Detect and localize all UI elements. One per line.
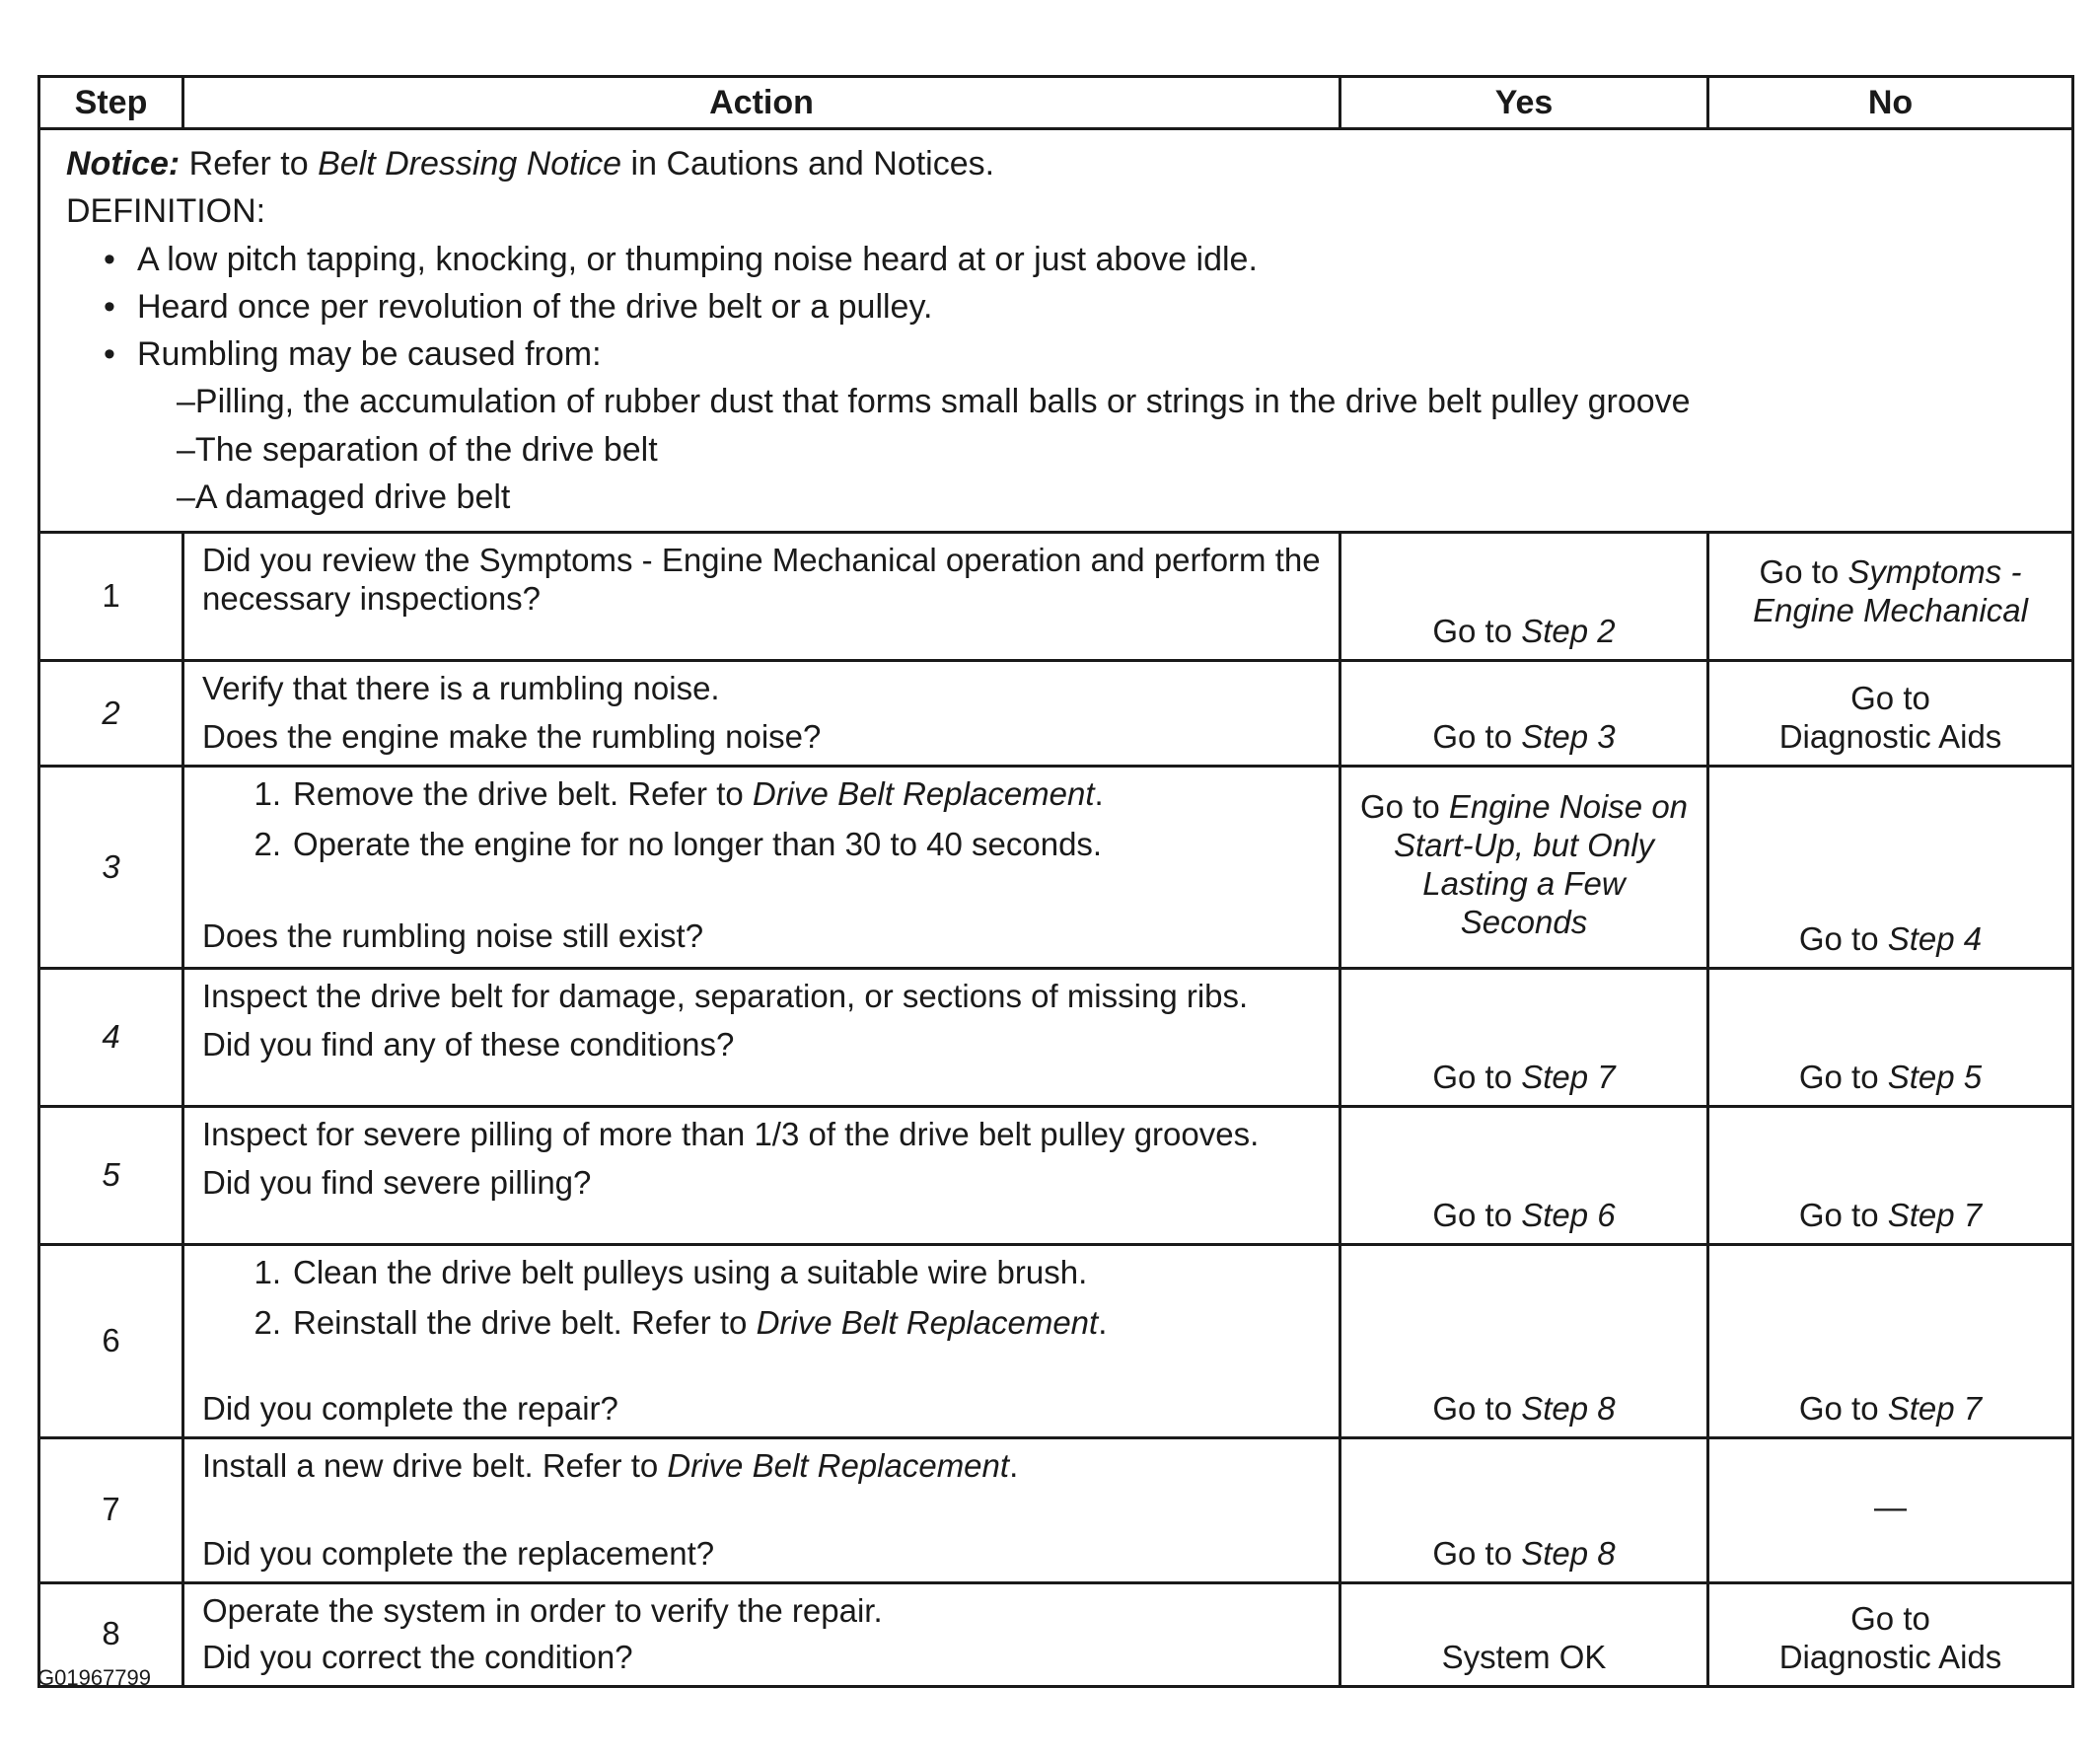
item-number: 2. xyxy=(253,1303,281,1341)
no-text: Go to xyxy=(1798,1197,1888,1234)
table-row xyxy=(39,1582,2073,1686)
header-action: Action xyxy=(183,77,1340,129)
no-ref: Step 7 xyxy=(1887,1197,1983,1234)
header-row xyxy=(39,77,2073,129)
action-cell xyxy=(183,767,1340,969)
no-ref: Step 4 xyxy=(1887,920,1983,958)
notice-line xyxy=(66,140,2052,187)
yes-text: Go to xyxy=(1432,718,1522,756)
definition-sub-bullet: – The separation of the drive belt xyxy=(66,426,2052,474)
no-ref-line2: Engine Mechanical xyxy=(1753,592,2028,629)
no-cell xyxy=(1708,1245,2073,1438)
action-question: Does the rumbling noise still exist? xyxy=(202,916,704,954)
definition-label: DEFINITION: xyxy=(66,192,266,231)
definition-sub-bullet: – Pilling, the accumulation of rubber dust that forms small balls or strings in the drive belt pulley groove xyxy=(66,378,2052,425)
no-text: Go to xyxy=(1759,553,1848,591)
action-text: Inspect the drive belt for damage, separation, or sections of missing ribs. xyxy=(202,978,1249,1014)
step-number: 7 xyxy=(39,1437,183,1582)
action-question: Did you find severe pilling? xyxy=(202,1163,592,1201)
no-text: Go to xyxy=(1798,1059,1888,1096)
table-row xyxy=(39,661,2073,767)
step-number: 3 xyxy=(39,767,183,969)
yes-ref: Step 8 xyxy=(1521,1389,1616,1427)
step-number: 2 xyxy=(39,661,183,767)
yes-text: Go to xyxy=(1432,1059,1522,1096)
action-steps xyxy=(202,775,1323,864)
no-ref: Step 5 xyxy=(1887,1059,1983,1096)
action-cell xyxy=(183,661,1340,767)
notice-cell xyxy=(39,129,2073,533)
no-text: Go to xyxy=(1850,680,1930,717)
yes-cell xyxy=(1340,533,1708,661)
yes-ref: Engine Noise on Start-Up, but Only Lasting a Few Seconds xyxy=(1393,788,1689,940)
action-question: Did you complete the repair? xyxy=(202,1389,618,1427)
definition-bullet: • Heard once per revolution of the drive belt or a pulley. xyxy=(66,283,2052,330)
item-text: Reinstall the drive belt. Refer to xyxy=(293,1303,757,1341)
action-step-item xyxy=(202,1304,1323,1343)
yes-cell xyxy=(1340,1582,1708,1686)
action-text: Operate the system in order to verify the repair. xyxy=(202,1591,883,1629)
item-text: Clean the drive belt pulleys using a suitable wire brush. xyxy=(293,1254,1088,1290)
action-cell xyxy=(183,1107,1340,1245)
action-text xyxy=(202,1447,1323,1486)
notice-text-end: in Cautions and Notices. xyxy=(621,145,995,183)
action-text-start: Install a new drive belt. Refer to xyxy=(202,1446,668,1484)
action-cell xyxy=(183,1437,1340,1582)
action-question: Did you complete the replacement? xyxy=(202,1534,715,1572)
notice-label: Notice: xyxy=(66,145,181,183)
table-row xyxy=(39,1107,2073,1245)
item-text-end: . xyxy=(1094,775,1104,812)
yes-ref: Step 8 xyxy=(1521,1534,1616,1572)
action-question: Did you correct the condition? xyxy=(202,1638,633,1675)
action-cell xyxy=(183,1582,1340,1686)
yes-ref: Step 7 xyxy=(1521,1059,1616,1096)
no-cell xyxy=(1708,533,2073,661)
notice-row xyxy=(39,129,2073,533)
definition-bullet: • A low pitch tapping, knocking, or thumping noise heard at or just above idle. xyxy=(66,236,2052,283)
action-steps xyxy=(202,1254,1323,1343)
yes-cell xyxy=(1340,1437,1708,1582)
diagnostic-table xyxy=(37,75,2074,1688)
no-cell xyxy=(1708,767,2073,969)
no-text: Go to xyxy=(1798,1389,1888,1427)
action-step-item xyxy=(202,1254,1323,1292)
step-number: 5 xyxy=(39,1107,183,1245)
item-ref: Drive Belt Replacement xyxy=(752,775,1095,812)
item-text: Operate the engine for no longer than 30 to 40 seconds. xyxy=(293,825,1103,862)
no-text: Go to xyxy=(1850,1599,1930,1637)
step-number: 1 xyxy=(39,533,183,661)
yes-ref: Step 3 xyxy=(1521,718,1616,756)
yes-text: Go to xyxy=(1432,1534,1522,1572)
action-step-item xyxy=(202,826,1323,864)
step-number: 6 xyxy=(39,1245,183,1438)
no-text-line2: Diagnostic Aids xyxy=(1778,1638,2002,1675)
action-question: Does the engine make the rumbling noise? xyxy=(202,718,822,756)
no-cell xyxy=(1708,661,2073,767)
yes-text: System OK xyxy=(1441,1638,1607,1675)
notice-ref: Belt Dressing Notice xyxy=(318,145,622,183)
header-no: No xyxy=(1708,77,2073,129)
yes-cell xyxy=(1340,661,1708,767)
yes-text: Go to xyxy=(1432,1197,1522,1234)
item-ref: Drive Belt Replacement xyxy=(756,1303,1099,1341)
action-cell xyxy=(183,969,1340,1107)
header-yes: Yes xyxy=(1340,77,1708,129)
action-text: Did you review the Symptoms - Engine Mechanical operation and perform the necessary inspections? xyxy=(202,542,1321,618)
no-text: Go to xyxy=(1798,920,1888,958)
table-row xyxy=(39,533,2073,661)
yes-ref: Step 6 xyxy=(1521,1197,1616,1234)
item-number: 2. xyxy=(253,825,281,862)
table-row xyxy=(39,1245,2073,1438)
header-step: Step xyxy=(39,77,183,129)
action-question: Did you find any of these conditions? xyxy=(202,1025,735,1063)
action-text-end: . xyxy=(1009,1446,1019,1484)
yes-cell xyxy=(1340,1107,1708,1245)
yes-cell xyxy=(1340,969,1708,1107)
item-number: 1. xyxy=(253,775,281,812)
step-number: 8 xyxy=(39,1582,183,1686)
definition-bullet: • Rumbling may be caused from: xyxy=(66,330,2052,378)
item-text: Remove the drive belt. Refer to xyxy=(293,775,753,812)
notice-text: Refer to xyxy=(180,145,319,183)
yes-ref: Step 2 xyxy=(1521,613,1616,650)
yes-text: Go to xyxy=(1432,1389,1522,1427)
yes-cell xyxy=(1340,1245,1708,1438)
yes-text: Go to xyxy=(1432,613,1522,650)
no-text-line2: Diagnostic Aids xyxy=(1778,718,2002,756)
action-step-item xyxy=(202,775,1323,814)
figure-id: G01967799 xyxy=(37,1665,151,1690)
item-number: 1. xyxy=(253,1254,281,1290)
no-cell xyxy=(1708,1582,2073,1686)
action-text: Verify that there is a rumbling noise. xyxy=(202,670,720,707)
action-text: Inspect for severe pilling of more than 1/3 of the drive belt pulley grooves. xyxy=(202,1116,1260,1152)
table-row xyxy=(39,969,2073,1107)
no-ref: Step 7 xyxy=(1887,1389,1983,1427)
no-ref: Symptoms - xyxy=(1847,553,2022,591)
no-cell xyxy=(1708,1107,2073,1245)
no-dash: — xyxy=(1874,1489,1907,1526)
no-cell xyxy=(1708,969,2073,1107)
no-cell xyxy=(1708,1437,2073,1582)
step-number: 4 xyxy=(39,969,183,1107)
action-cell xyxy=(183,533,1340,661)
item-text-end: . xyxy=(1098,1303,1108,1341)
table-row xyxy=(39,767,2073,969)
definition-sub-bullet: – A damaged drive belt xyxy=(66,474,2052,521)
yes-text: Go to xyxy=(1359,788,1449,826)
table-row xyxy=(39,1437,2073,1582)
action-ref: Drive Belt Replacement xyxy=(667,1446,1010,1484)
yes-cell xyxy=(1340,767,1708,969)
action-cell xyxy=(183,1245,1340,1438)
